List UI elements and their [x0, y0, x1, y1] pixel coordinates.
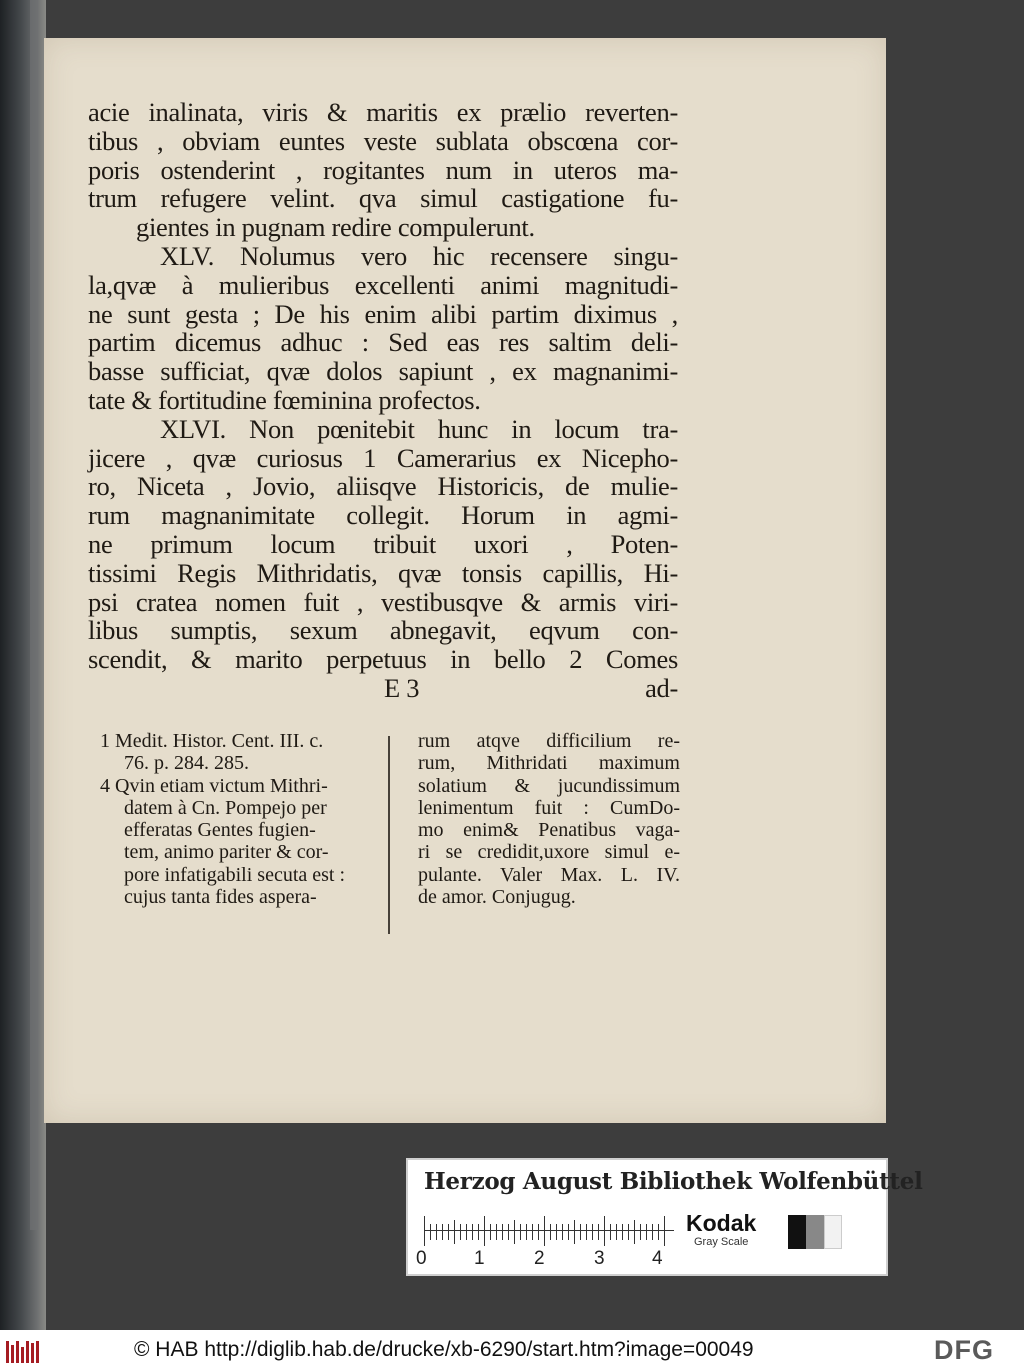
- ruler-tick: [556, 1224, 557, 1240]
- ruler-number: 4: [652, 1248, 663, 1269]
- footnote-line: rum, Mithridati maximum: [418, 752, 680, 775]
- ruler-tick: [424, 1216, 425, 1246]
- gray-swatch-white: [824, 1215, 842, 1249]
- ruler-tick: [502, 1224, 503, 1240]
- section-heading-line: XLV. Nolumus vero hic recensere singu-: [160, 240, 678, 271]
- ruler-tick: [658, 1224, 659, 1240]
- book-spine: [0, 0, 46, 1330]
- spine-edge: [30, 0, 38, 1230]
- footnote-line: lenimentum fuit : CumDo-: [418, 796, 680, 819]
- ruler-baseline: [424, 1230, 674, 1231]
- footnotes-left-column: [100, 730, 382, 908]
- ruler-tick: [466, 1224, 467, 1240]
- footnote-line: pulante. Valer Max. L. IV.: [418, 863, 680, 886]
- footnote-line: 4 Qvin etiam victum Mithri-: [100, 774, 328, 797]
- text-line: poris ostenderint , rogitantes num in uteros ma-: [88, 154, 678, 185]
- footnote-line: solatium & jucundissimum: [418, 774, 680, 797]
- ruler-tick: [592, 1224, 593, 1240]
- ruler-tick: [484, 1216, 485, 1246]
- ruler-tick: [508, 1224, 509, 1240]
- text-line: gientes in pugnam redire compulerunt.: [136, 212, 535, 243]
- ruler-tick: [598, 1224, 599, 1240]
- ruler-tick: [574, 1220, 575, 1244]
- footnote-line: de amor. Conjugug.: [418, 886, 576, 909]
- ruler-tick: [532, 1224, 533, 1240]
- text-line: tissimi Regis Mithridatis, qvæ tonsis capillis, Hi-: [88, 557, 678, 588]
- ruler-tick: [550, 1224, 551, 1240]
- ruler-number: 1: [474, 1248, 485, 1269]
- footnote-line: datem à Cn. Pompejo per: [124, 796, 327, 819]
- ruler-tick: [436, 1224, 437, 1240]
- ruler-tick: [430, 1224, 431, 1240]
- ruler-tick: [454, 1220, 455, 1244]
- hab-logo-icon: [6, 1337, 44, 1363]
- text-line: ro, Niceta , Jovio, aliisqve Historicis, de mulie-: [88, 471, 678, 502]
- text-line: tibus , obviam euntes veste sublata obscœna cor-: [88, 125, 678, 156]
- catchword: ad-: [645, 672, 678, 703]
- text-line: ne primum locum tribuit uxori , Poten-: [88, 528, 678, 559]
- footnote-line: pore infatigabili secuta est :: [124, 863, 346, 886]
- ruler-tick: [652, 1224, 653, 1240]
- kodak-brand: Kodak: [686, 1210, 757, 1236]
- footnote-line: mo enim& Penatibus vaga-: [418, 819, 680, 842]
- ruler-tick: [526, 1224, 527, 1240]
- footnote-line: efferatas Gentes fugien-: [124, 819, 316, 842]
- ruler-tick: [640, 1224, 641, 1240]
- signature-line: [88, 674, 678, 703]
- text-line: rum magnanimitate collegit. Horum in agmi-: [88, 500, 678, 531]
- footnote-line: 76. p. 284. 285.: [124, 752, 249, 775]
- signature-mark: E 3: [384, 672, 420, 703]
- text-line: jicere , qvæ curiosus 1 Camerarius ex Nicepho-: [88, 442, 678, 473]
- gray-scale-label: Gray Scale: [694, 1236, 749, 1248]
- ruler-tick: [520, 1224, 521, 1240]
- text-line: basse sufficiat, qvæ dolos sapiunt , ex magnanimi-: [88, 356, 678, 387]
- measurement-ruler: [424, 1210, 672, 1250]
- footnote-line: cujus tanta fides aspera-: [124, 886, 317, 909]
- ruler-tick: [634, 1220, 635, 1244]
- footnote-line: 1 Medit. Histor. Cent. III. c.: [100, 730, 324, 752]
- gray-swatch-mid: [806, 1215, 824, 1249]
- copyright-url[interactable]: © HAB http://diglib.hab.de/drucke/xb-6290/start.htm?image=00049: [134, 1338, 754, 1361]
- ruler-tick: [514, 1220, 515, 1244]
- ruler-tick: [586, 1224, 587, 1240]
- text-line: tate & fortitudine fœminina profectos.: [88, 384, 481, 415]
- ruler-number: 2: [534, 1248, 545, 1269]
- ruler-tick: [664, 1216, 665, 1246]
- text-line: la,qvæ à mulieribus excellenti animi magnitudi-: [88, 269, 678, 300]
- ruler-tick: [610, 1224, 611, 1240]
- library-name: Herzog August Bibliothek Wolfenbüttel: [424, 1168, 923, 1195]
- ruler-tick: [538, 1224, 539, 1240]
- footer-bar: [0, 1330, 1024, 1371]
- text-line: libus sumptis, sexum abnegavit, eqvum con-: [88, 615, 678, 646]
- ruler-tick: [448, 1224, 449, 1240]
- ruler-tick: [490, 1224, 491, 1240]
- ruler-tick: [568, 1224, 569, 1240]
- library-color-card: [406, 1158, 923, 1276]
- ruler-tick: [580, 1224, 581, 1240]
- section-heading-line: XLVI. Non pœnitebit hunc in locum tra-: [160, 413, 678, 444]
- ruler-tick: [646, 1224, 647, 1240]
- ruler-tick: [622, 1224, 623, 1240]
- ruler-tick: [544, 1216, 545, 1246]
- ruler-tick: [604, 1216, 605, 1246]
- ruler-tick: [442, 1224, 443, 1240]
- text-line: ne sunt gesta ; De his enim alibi partim diximus ,: [88, 298, 678, 329]
- text-line: scendit, & marito perpetuus in bello 2 Comes: [88, 644, 678, 675]
- text-line: partim dicemus adhuc : Sed eas res saltim deli-: [88, 327, 678, 358]
- text-line: trum refugere velint. qva simul castigatione fu-: [88, 183, 678, 214]
- main-text-block: [88, 98, 678, 703]
- ruler-number: 3: [594, 1248, 605, 1269]
- ruler-number: 0: [416, 1248, 427, 1269]
- text-line: psi cratea nomen fuit , vestibusqve & armis viri-: [88, 586, 678, 617]
- ruler-tick: [562, 1224, 563, 1240]
- gray-swatch-black: [788, 1215, 806, 1249]
- ruler-tick: [478, 1224, 479, 1240]
- footnote-line: ri se credidit,uxore simul e-: [418, 841, 680, 864]
- footnote-column-rule: [388, 736, 390, 934]
- ruler-tick: [628, 1224, 629, 1240]
- footnote-line: tem, animo pariter & cor-: [124, 841, 329, 864]
- ruler-tick: [496, 1224, 497, 1240]
- ruler-tick: [616, 1224, 617, 1240]
- dfg-logo: DFG: [934, 1335, 994, 1365]
- ruler-tick: [460, 1224, 461, 1240]
- footnote-line: rum atqve difficilium re-: [418, 730, 680, 752]
- ruler-tick: [472, 1224, 473, 1240]
- footnotes-right-column: [418, 730, 680, 908]
- text-line: acie inalinata, viris & maritis ex prælio reverten-: [88, 97, 678, 127]
